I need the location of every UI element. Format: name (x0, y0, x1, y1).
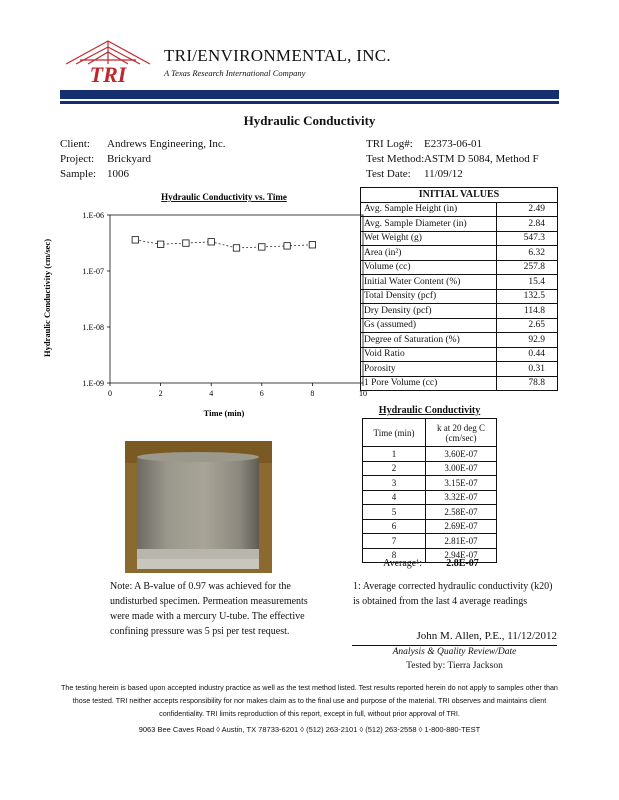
x-tick-label: 10 (359, 389, 367, 398)
company-address: 9063 Bee Caves Road ◊ Austin, TX 78733-6201 ◊ (512) 263-2101 ◊ (512) 263-2558 ◊ 1-800-880-TEST (138, 725, 481, 734)
hc-table (362, 418, 497, 563)
plot-area (110, 215, 363, 383)
table-row: Volume (cc) 257.8 (361, 260, 558, 275)
data-point (233, 245, 239, 251)
data-point (183, 240, 189, 246)
footnote: 1: Average corrected hydraulic conductivity (k20) is obtained from the last 4 average readings (353, 581, 553, 607)
y-axis-label: Hydraulic Conductivity (cm/sec) (42, 238, 52, 358)
table-row: Avg. Sample Height (in) 2.49 (361, 202, 558, 217)
x-tick-label: 0 (108, 389, 112, 398)
table-row: 3 3.15E-07 (363, 476, 497, 491)
table-row: 8 2.94E-07 (363, 548, 497, 563)
company-subtitle: A Texas Research International Company (164, 68, 306, 78)
x-tick-label: 8 (310, 389, 315, 398)
table-row: 5 2.58E-07 (363, 505, 497, 520)
test-info: TRI Log#: E2373-06-01 Test Method:ASTM D 5084, Method F Test Date: 11/09/12 (366, 138, 539, 180)
data-point (208, 239, 214, 245)
table-row: 6 2.69E-07 (363, 519, 497, 534)
x-axis-label: Time (min) (203, 408, 245, 418)
data-point (284, 243, 290, 249)
table-row: Gs (assumed) 2.65 (361, 318, 558, 333)
table-row: Degree of Saturation (%) 92.9 (361, 333, 558, 348)
table-row: Avg. Sample Diameter (in) 2.84 (361, 217, 558, 232)
x-tick-label: 6 (259, 389, 264, 398)
table-row: 1 Pore Volume (cc) 78.8 (361, 376, 558, 391)
tri-logo (58, 38, 158, 86)
reviewer-role: Analysis & Quality Review/Date (392, 647, 517, 657)
hc-table-title: Hydraulic Conductivity (378, 405, 481, 416)
hc-vs-time-chart (38, 188, 367, 423)
page-title: Hydraulic Conductivity (243, 113, 376, 128)
data-point (132, 237, 138, 243)
y-tick-label: 1.E-06 (82, 211, 104, 220)
logo-text: TRI (89, 62, 127, 87)
table-row: Porosity 0.31 (361, 362, 558, 377)
table-row: 4 3.32E-07 (363, 490, 497, 505)
reviewer-signature: John M. Allen, P.E., 11/12/2012 (416, 630, 557, 642)
average-value: 2.8E-07 (446, 558, 479, 569)
chart-title: Hydraulic Conductivity vs. Time (161, 192, 287, 202)
x-tick-label: 2 (158, 389, 163, 398)
tested-by: Tested by: Tierra Jackson (406, 661, 503, 671)
data-point (259, 244, 265, 250)
x-tick-label: 4 (209, 389, 214, 398)
initial-values-header: INITIAL VALUES (361, 188, 558, 203)
test-note: Note: A B-value of 0.97 was achieved for the undisturbed specimen. Permeation measurements were made with a mercury U-tube. The effective confining pressure was 5 psi per test request. (110, 581, 308, 637)
data-point (309, 242, 315, 248)
table-row: Initial Water Content (%) 15.4 (361, 275, 558, 290)
table-row: Area (in²) 6.32 (361, 246, 558, 261)
company-name: TRI/ENVIRONMENTAL, INC. (164, 46, 391, 65)
table-row: Wet Weight (g) 547.3 (361, 231, 558, 246)
sample-photo (125, 441, 272, 573)
data-point (157, 241, 163, 247)
table-row: 7 2.81E-07 (363, 534, 497, 549)
col-header-k: k at 20 deg C (cm/sec) (426, 419, 497, 447)
y-tick-label: 1.E-07 (82, 267, 104, 276)
initial-values-table (360, 187, 558, 391)
table-row: 2 3.00E-07 (363, 461, 497, 476)
disclaimer: The testing herein is based upon accepted industry practice as well as the test method listed. Test results reported herein do not apply to samples other than those tested. TRI neither accepts responsibility for nor makes claim as to the final use and purpose of the material. TRI observes and maintains client confidentiality. TRI limits reproduction of this report, except in full, without prior approval of TRI. (61, 683, 558, 718)
client-info: Client: Andrews Engineering, Inc. Project: Brickyard Sample: 1006 (60, 138, 226, 180)
table-row: 1 3.60E-07 (363, 447, 497, 462)
y-tick-label: 1.E-09 (82, 379, 104, 388)
average-label: Average¹: (383, 558, 422, 569)
col-header-time: Time (min) (363, 419, 426, 447)
table-row: Total Density (pcf) 132.5 (361, 289, 558, 304)
table-row: Void Ratio 0.44 (361, 347, 558, 362)
header-rule (60, 90, 559, 99)
y-tick-label: 1.E-08 (82, 323, 104, 332)
signature-line (352, 645, 557, 646)
header-rule-thin (60, 101, 559, 104)
table-row: Dry Density (pcf) 114.8 (361, 304, 558, 319)
